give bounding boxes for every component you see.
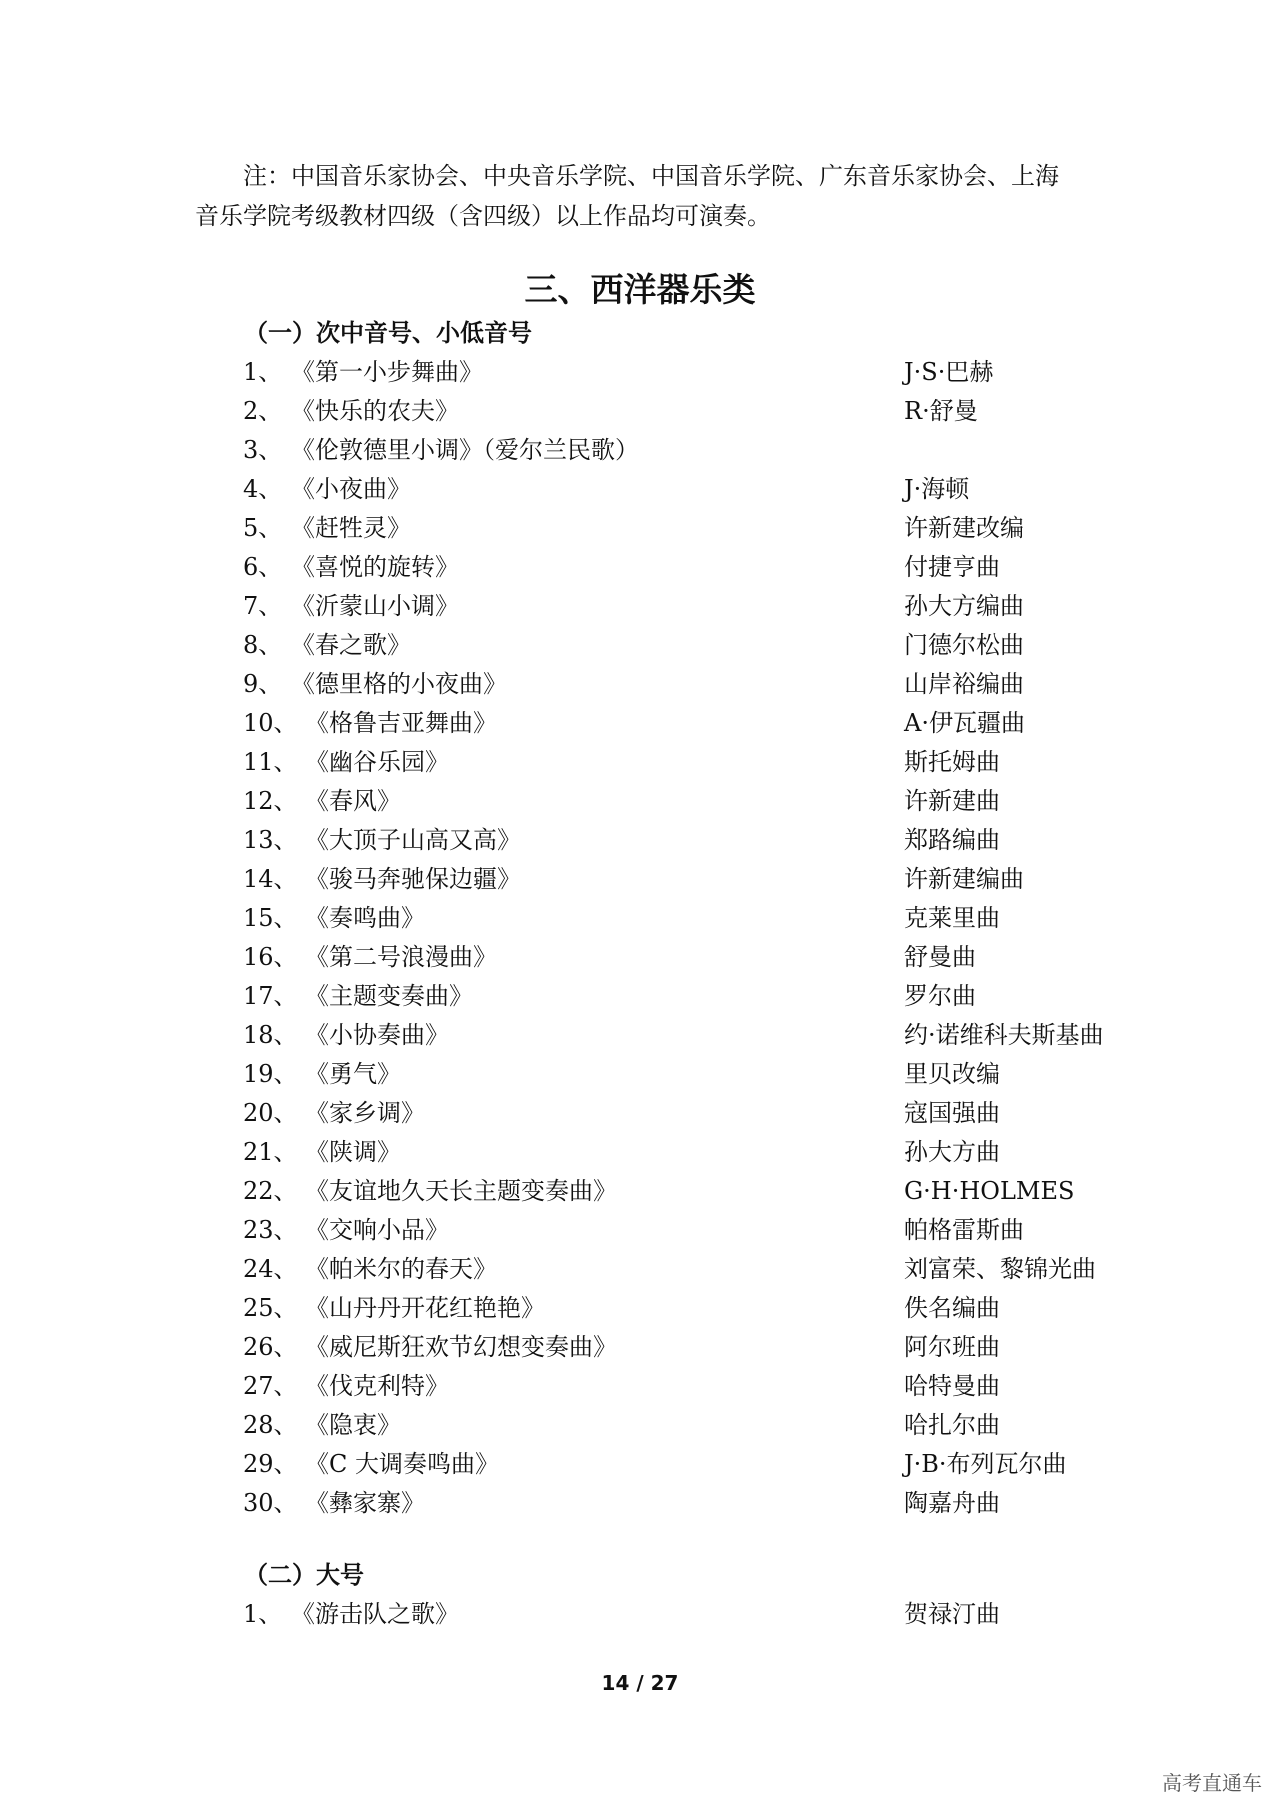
list-item — [0, 1211, 1280, 1250]
item-composer: 孙大方曲 — [904, 1138, 1000, 1166]
list-item — [0, 704, 1280, 743]
item-composer: 斯托姆曲 — [904, 748, 1000, 776]
item-number: 13、 — [243, 826, 298, 854]
item-number: 16、 — [243, 943, 298, 971]
item-composer: 许新建曲 — [904, 787, 1000, 815]
item-title: 《赶牲灵》 — [291, 514, 411, 542]
list-item — [0, 977, 1280, 1016]
item-title: 《游击队之歌》 — [291, 1600, 459, 1628]
item-number: 14、 — [243, 865, 298, 893]
item-composer: 舒曼曲 — [904, 943, 976, 971]
item-composer: 陶嘉舟曲 — [904, 1489, 1000, 1517]
list-item — [0, 1367, 1280, 1406]
list-item — [0, 821, 1280, 860]
item-number: 1、 — [243, 1600, 283, 1628]
item-number: 3、 — [243, 436, 283, 464]
repertoire-list-1 — [0, 353, 1280, 1523]
item-title: 《幽谷乐园》 — [305, 748, 449, 776]
item-title: 《山丹丹开花红艳艳》 — [305, 1294, 545, 1322]
item-composer: 帕格雷斯曲 — [904, 1216, 1024, 1244]
list-item — [0, 899, 1280, 938]
item-number: 24、 — [243, 1255, 298, 1283]
item-title: 《小协奏曲》 — [305, 1021, 449, 1049]
list-item — [0, 1016, 1280, 1055]
item-title: 《喜悦的旋转》 — [291, 553, 459, 581]
item-number: 19、 — [243, 1060, 298, 1088]
item-title: 《小夜曲》 — [291, 475, 411, 503]
item-title: 《C 大调奏鸣曲》 — [305, 1450, 499, 1478]
list-item — [0, 665, 1280, 704]
item-title: 《奏鸣曲》 — [305, 904, 425, 932]
item-number: 30、 — [243, 1489, 298, 1517]
item-title: 《家乡调》 — [305, 1099, 425, 1127]
item-title: 《春风》 — [305, 787, 401, 815]
list-item — [0, 860, 1280, 899]
item-composer: 佚名编曲 — [904, 1294, 1000, 1322]
item-title: 《帕米尔的春天》 — [305, 1255, 497, 1283]
list-item — [0, 1055, 1280, 1094]
list-item — [0, 392, 1280, 431]
item-composer: 郑路编曲 — [904, 826, 1000, 854]
item-title: 《勇气》 — [305, 1060, 401, 1088]
item-composer: 贺禄汀曲 — [904, 1600, 1000, 1628]
list-item — [0, 509, 1280, 548]
list-item — [0, 1445, 1280, 1484]
item-number: 9、 — [243, 670, 283, 698]
item-title: 《彝家寨》 — [305, 1489, 425, 1517]
list-item — [0, 470, 1280, 509]
item-composer: 付捷亨曲 — [904, 553, 1000, 581]
list-item — [0, 431, 1280, 470]
page-number: 14 / 27 — [601, 1671, 679, 1695]
list-item — [0, 1094, 1280, 1133]
watermark: 高考直通车 — [1162, 1771, 1262, 1795]
list-item — [0, 1406, 1280, 1445]
item-number: 17、 — [243, 982, 298, 1010]
item-number: 1、 — [243, 358, 283, 386]
item-title: 《伐克利特》 — [305, 1372, 449, 1400]
list-item — [0, 1172, 1280, 1211]
list-item — [0, 1250, 1280, 1289]
note-paragraph — [195, 156, 1145, 236]
item-number: 8、 — [243, 631, 283, 659]
item-number: 12、 — [243, 787, 298, 815]
item-number: 29、 — [243, 1450, 298, 1478]
item-title: 《格鲁吉亚舞曲》 — [305, 709, 497, 737]
item-number: 21、 — [243, 1138, 298, 1166]
item-number: 27、 — [243, 1372, 298, 1400]
note-line-1: 注：中国音乐家协会、中央音乐学院、中国音乐学院、广东音乐家协会、上海 — [243, 162, 1059, 190]
item-title: 《伦敦德里小调》（爱尔兰民歌） — [291, 436, 639, 464]
item-number: 23、 — [243, 1216, 298, 1244]
subsection-title-1: （一）次中音号、小低音号 — [244, 319, 532, 347]
item-title: 《第一小步舞曲》 — [291, 358, 483, 386]
item-title: 《大顶子山高又高》 — [305, 826, 521, 854]
list-item — [0, 938, 1280, 977]
item-composer: 约·诺维科夫斯基曲 — [904, 1021, 1104, 1049]
item-composer: 里贝改编 — [904, 1060, 1000, 1088]
item-number: 5、 — [243, 514, 283, 542]
item-composer: A·伊瓦疆曲 — [904, 709, 1025, 737]
item-composer: J·B·布列瓦尔曲 — [904, 1450, 1067, 1478]
item-title: 《沂蒙山小调》 — [291, 592, 459, 620]
item-title: 《快乐的农夫》 — [291, 397, 459, 425]
item-number: 18、 — [243, 1021, 298, 1049]
section-heading: 三、西洋器乐类 — [524, 270, 756, 309]
item-composer: 山岸裕编曲 — [904, 670, 1024, 698]
item-title: 《隐衷》 — [305, 1411, 401, 1439]
list-item — [0, 743, 1280, 782]
list-item — [0, 587, 1280, 626]
note-line-2: 音乐学院考级教材四级（含四级）以上作品均可演奏。 — [195, 202, 771, 230]
list-item — [0, 782, 1280, 821]
item-composer: 哈特曼曲 — [904, 1372, 1000, 1400]
item-title: 《威尼斯狂欢节幻想变奏曲》 — [305, 1333, 617, 1361]
item-composer: 门德尔松曲 — [904, 631, 1024, 659]
item-title: 《友谊地久天长主题变奏曲》 — [305, 1177, 617, 1205]
item-title: 《主题变奏曲》 — [305, 982, 473, 1010]
list-item — [0, 626, 1280, 665]
item-title: 《春之歌》 — [291, 631, 411, 659]
list-item — [0, 548, 1280, 587]
subsection-title-2: （二）大号 — [244, 1561, 364, 1589]
item-number: 11、 — [243, 748, 298, 776]
item-title: 《陕调》 — [305, 1138, 401, 1166]
item-number: 20、 — [243, 1099, 298, 1127]
list-item — [0, 1133, 1280, 1172]
item-title: 《德里格的小夜曲》 — [291, 670, 507, 698]
item-number: 7、 — [243, 592, 283, 620]
item-composer: R·舒曼 — [904, 397, 978, 425]
item-composer: J·海顿 — [904, 475, 970, 503]
item-composer: 哈扎尔曲 — [904, 1411, 1000, 1439]
item-composer: 许新建改编 — [904, 514, 1024, 542]
item-title: 《交响小品》 — [305, 1216, 449, 1244]
item-composer: G·H·HOLMES — [904, 1177, 1075, 1205]
item-composer: 寇国强曲 — [904, 1099, 1000, 1127]
item-number: 26、 — [243, 1333, 298, 1361]
list-item — [0, 353, 1280, 392]
list-item — [0, 1595, 1280, 1634]
item-composer: 刘富荣、黎锦光曲 — [904, 1255, 1096, 1283]
item-title: 《第二号浪漫曲》 — [305, 943, 497, 971]
item-number: 28、 — [243, 1411, 298, 1439]
item-number: 2、 — [243, 397, 283, 425]
list-item — [0, 1289, 1280, 1328]
item-number: 22、 — [243, 1177, 298, 1205]
item-composer: 阿尔班曲 — [904, 1333, 1000, 1361]
item-composer: 孙大方编曲 — [904, 592, 1024, 620]
item-composer: 罗尔曲 — [904, 982, 976, 1010]
item-title: 《骏马奔驰保边疆》 — [305, 865, 521, 893]
item-composer: 克莱里曲 — [904, 904, 1000, 932]
repertoire-list-2 — [0, 1595, 1280, 1634]
item-number: 6、 — [243, 553, 283, 581]
list-item — [0, 1484, 1280, 1523]
item-composer: J·S·巴赫 — [904, 358, 994, 386]
item-number: 15、 — [243, 904, 298, 932]
item-number: 10、 — [243, 709, 298, 737]
item-number: 25、 — [243, 1294, 298, 1322]
item-composer: 许新建编曲 — [904, 865, 1024, 893]
item-number: 4、 — [243, 475, 283, 503]
list-item — [0, 1328, 1280, 1367]
